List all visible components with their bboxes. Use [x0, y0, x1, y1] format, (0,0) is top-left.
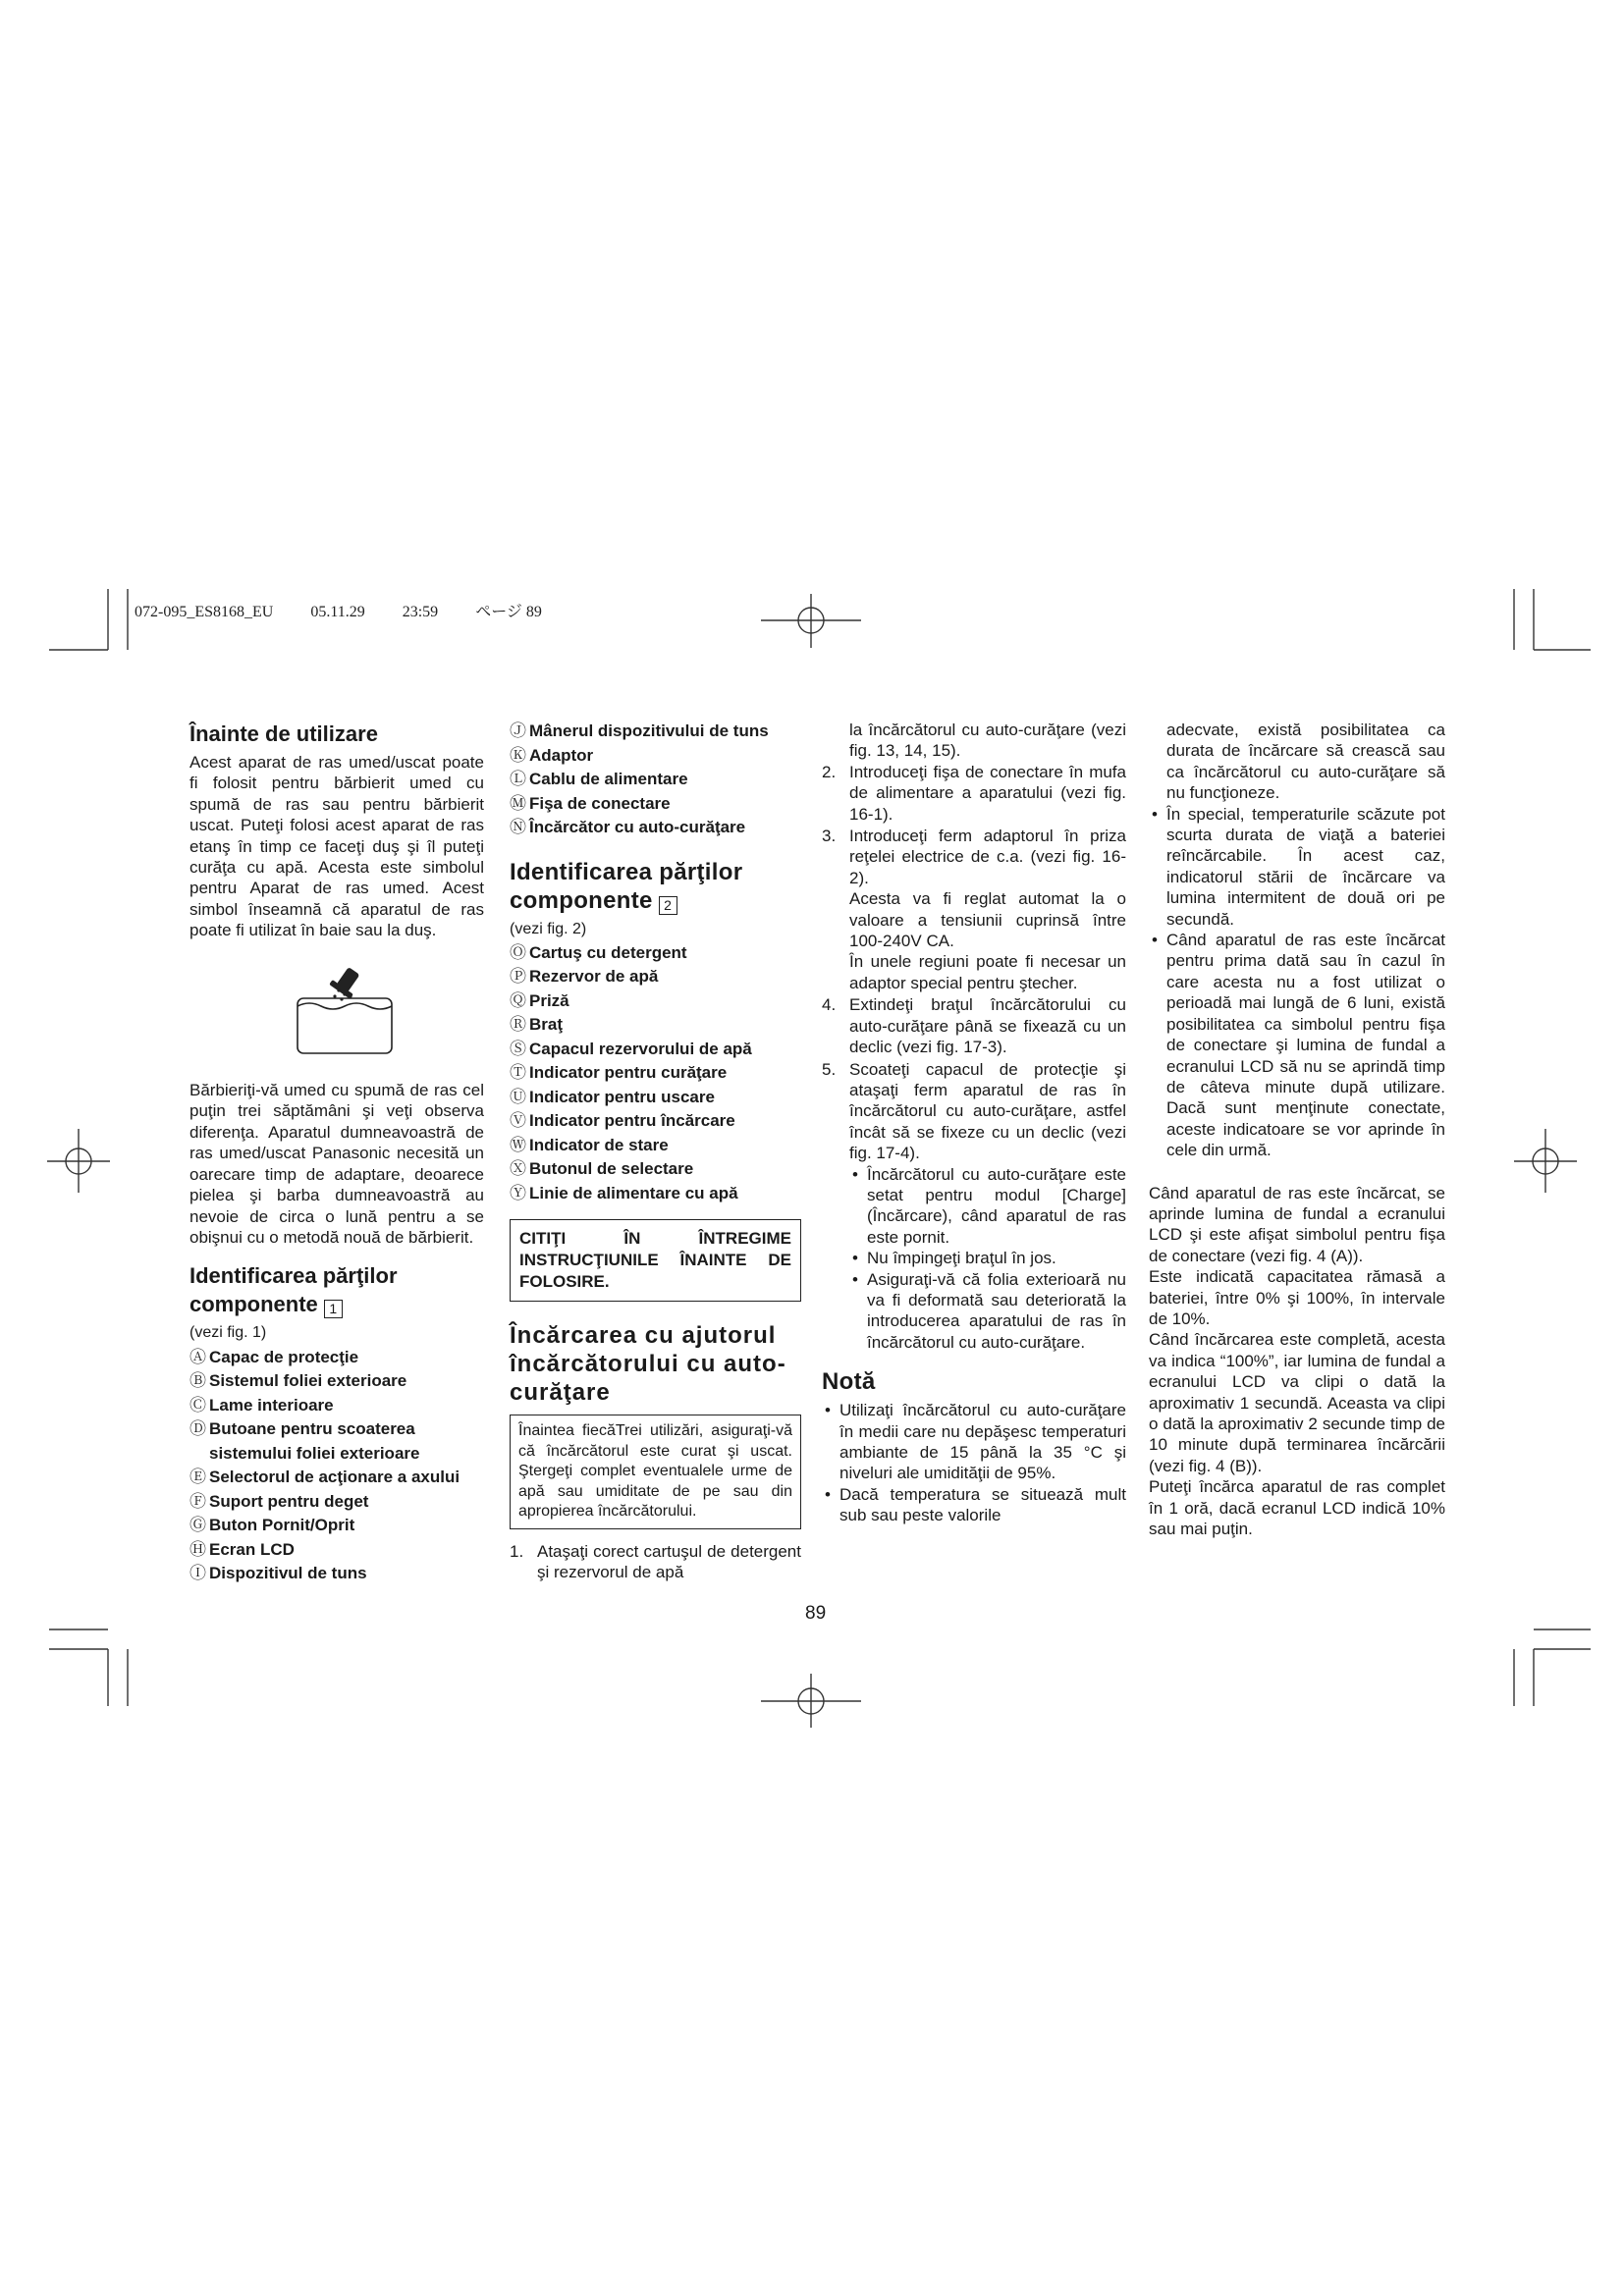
parts-list-2: [510, 941, 801, 1206]
wet-shave-advice: Bărbieriţi-vă umed cu spumă de ras cel puţin trei săptămâni şi veţi observa diferenţa. Aparatul dumneavoastră de ras umed/uscat Panasonic necesită un oarecare timp de adaptare, deoarece pielea şi barba dumneavoastră au nevoie de circa o lună pentru a se obişnui cu o metodă nouă de bărbierit.: [189, 1081, 484, 1247]
header-date: 05.11.29: [310, 604, 365, 620]
list-item: • În special, temperaturile scăzute pot scurta durata de viaţă a bateriei reîncărcabile. În acest caz, indicatorul stării de încărcare va lumina intermitent de două ori pe secundă.: [1149, 804, 1445, 930]
parts-1-title: Identificarea părţilor componente 1: [189, 1263, 398, 1317]
list-item: • Nu împingeţi braţul în jos.: [849, 1248, 1126, 1268]
step-1-continued: la încărcătorul cu auto-curăţare (vezi fig. 13, 14, 15).: [849, 721, 1126, 761]
read-instructions-warning: CITIŢI ÎN ÎNTREGIME INSTRUCŢIUNILE ÎNAINTE DE FOLOSIRE.: [510, 1219, 801, 1302]
step-3: 3. Introduceţi ferm adaptorul în priza reţelei electrice de c.a. (vezi fig. 16-2). Acesta va fi reglat automat la o valoare a tensiunii cuprinsă între 100-240V CA. În unele regiuni poate fi necesar un adaptor special pentru ştecher.: [822, 827, 1126, 992]
header-page-label: ページ 89: [475, 604, 542, 620]
list-item: Ⓦ Indicator de stare: [510, 1135, 669, 1154]
list-item: Ⓝ Încărcător cu auto-curăţare: [510, 818, 746, 836]
battery-capacity-info: Este indicată capacitatea rămasă a bateriei, între 0% şi 100%, în intervale de 10%.: [1149, 1267, 1445, 1328]
list-item: • Utilizaţi încărcătorul cu auto-curăţare în medii care nu depăşesc temperaturi ambiante de 15 până la 35 °C şi niveluri ale umidităţii de 95%.: [822, 1400, 1126, 1484]
parts-2-figref: (vezi fig. 2): [510, 920, 587, 937]
before-use-title: Înainte de utilizare: [189, 721, 378, 746]
note-title: Notă: [822, 1368, 876, 1396]
list-item: Ⓧ Butonul de selectare: [510, 1159, 694, 1179]
list-item: Ⓐ Capac de protecţie: [189, 1347, 359, 1366]
step-5-bullets: [849, 1164, 1126, 1354]
list-item: • Dacă temperatura se situează mult sub sau peste valorile: [822, 1484, 1126, 1526]
list-item: Ⓟ Rezervor de apă: [510, 967, 659, 987]
registration-target-right: [1514, 1129, 1577, 1193]
list-item: Ⓙ Mânerul dispozitivului de tuns: [510, 721, 769, 740]
list-item: Ⓖ Buton Pornit/Oprit: [189, 1516, 355, 1535]
charging-lcd-info: Când aparatul de ras este încărcat, se aprinde lumina de fundal a ecranului LCD şi este afişat simbolul pentru fişa de conectare (vezi fig. 4 (A)).: [1149, 1183, 1445, 1265]
list-item: • Asiguraţi-vă că folia exterioară nu va fi deformată sau deteriorată la introducerea aparatului de ras în încărcătorul cu auto-curăţare.: [849, 1269, 1126, 1354]
page-number: 89: [805, 1603, 827, 1624]
note-bullets: [822, 1400, 1126, 1525]
list-item: • Încărcătorul cu auto-curăţare este setat pentru modul [Charge] (Încărcare), când aparatul de ras este pornit.: [849, 1164, 1126, 1249]
registration-target-bottom: [761, 1674, 861, 1728]
list-item: Ⓠ Priză: [510, 990, 569, 1010]
column-2: [510, 720, 801, 1584]
charge-complete-info: Când încărcarea este completă, acesta va indica “100%”, iar lumina de fundal a ecranului LCD va clipi o dată la aproximativ 1 secundă. Aceasta va clipi o dată la aproximativ 2 secunde timp de 10 minute după terminarea încărcării (vezi fig. 4 (B)).: [1149, 1330, 1445, 1475]
list-item: Ⓒ Lame interioare: [189, 1395, 334, 1415]
parts-1-figref: (vezi fig. 1): [189, 1324, 267, 1342]
print-header: [135, 599, 579, 621]
column-1: [189, 720, 484, 1586]
note-continued: adecvate, există posibilitatea ca durata de încărcare să crească sau ca încărcătorul cu auto-curăţare să nu funcţioneze.: [1166, 721, 1445, 803]
parts-list-1: [189, 1346, 484, 1586]
list-item: Ⓢ Capacul rezervorului de apă: [510, 1039, 752, 1058]
parts-list-1-cont: [510, 720, 801, 840]
header-file: 072-095_ES8168_EU: [135, 604, 274, 620]
step-5: 5. Scoateţi capacul de protecţie şi ataşaţi ferm aparatul de ras în încărcătorul cu auto-curăţare, astfel încât să se fixeze cu un declic (vezi fig. 17-4). • Încărcătorul cu auto-curăţare este setat pentru modul [Charge] (Încărcare), când aparatul de ras este pornit. • Nu împingeţi braţul în jos. • Asiguraţi-vă că folia exterioară nu va fi deformată sau deteriorată la introducerea aparatului de ras în încărcătorul cu auto-curăţare.: [822, 1059, 1126, 1354]
before-use-intro: Acest aparat de ras umed/uscat poate fi folosit pentru bărbierit umed cu spumă de ras sau pentru bărbierit uscat. Puteţi folosi acest aparat de ras etanş în timp ce faceţi duş şi îl puteţi curăţa cu apă. Acesta este simbolul pentru Aparat de ras umed. Acest simbol înseamnă că aparatul de ras poate fi utilizat în baie sau la duş.: [189, 753, 484, 940]
list-item: Ⓕ Suport pentru deget: [189, 1491, 369, 1511]
list-item: Ⓤ Indicator pentru uscare: [510, 1087, 715, 1106]
note-bullets-cont: [1149, 804, 1445, 1161]
list-item: Ⓣ Indicator pentru curăţare: [510, 1063, 728, 1083]
steps-list: [510, 1541, 801, 1583]
list-item: Ⓓ Butoane pentru scoaterea sistemului foliei exterioare: [189, 1419, 420, 1463]
list-item: • Când aparatul de ras este încărcat pentru prima dată sau în cazul în care acesta nu a fost utilizat o perioadă mai lungă de 6 luni, există posibilitatea ca simbolul pentru fişa de conectare şi lumina de fundal a ecranului LCD să nu se aprindă timp de câteva minute după utilizare. Dacă sunt menţinute conectate, acestе indicatoare se vor aprinde în cele din urmă.: [1149, 930, 1445, 1160]
column-4: [1149, 720, 1445, 1539]
cleanliness-notice: Înaintea fiecăTrei utilizări, asiguraţi-vă că încărcătorul este curat şi uscat. Ştergeţi complet eventualele urme de apă sau umiditate de pe sau din apropierea încărcătorului.: [510, 1415, 801, 1529]
list-item: Ⓞ Cartuş cu detergent: [510, 942, 687, 962]
list-item: Ⓡ Braţ: [510, 1015, 564, 1035]
parts-2-title: Identificarea părţilor componente 2: [510, 858, 743, 914]
list-item: Ⓚ Adaptor: [510, 745, 594, 765]
list-item: Ⓘ Dispozitivul de tuns: [189, 1564, 367, 1583]
column-3: [822, 720, 1126, 1526]
list-item: Ⓗ Ecran LCD: [189, 1539, 295, 1559]
list-item: Ⓑ Sistemul foliei exterioare: [189, 1371, 407, 1391]
registration-target-left: [47, 1129, 110, 1193]
figure-number-box: 2: [659, 896, 677, 915]
steps-list-cont: [822, 762, 1126, 1353]
list-item: Ⓨ Linie de alimentare cu apă: [510, 1183, 738, 1202]
list-item: Ⓔ Selectorul de acţionare a axului: [189, 1468, 460, 1487]
charge-time-info: Puteţi încărca aparatul de ras complet în 1 oră, dacă ecranul LCD indică 10% sau mai puţin.: [1149, 1477, 1445, 1539]
shower-bath-icon: [280, 963, 406, 1061]
step-2: 2. Introduceţi fişa de conectare în mufa de alimentare a aparatului (vezi fig. 16-1).: [822, 762, 1126, 824]
step-1: 1. Ataşaţi corect cartuşul de detergent şi rezervorul de apă: [510, 1541, 801, 1582]
step-4: 4. Extindeţi braţul încărcătorului cu auto-curăţare până se fixează cu un declic (vezi fig. 17-3).: [822, 995, 1126, 1057]
list-item: Ⓜ Fişa de conectare: [510, 793, 671, 813]
list-item: Ⓥ Indicator pentru încărcare: [510, 1111, 735, 1131]
figure-number-box: 1: [324, 1300, 343, 1318]
registration-target-top: [761, 594, 861, 648]
charging-title: Încărcarea cu ajutorul încărcătorului cu auto-curăţare: [510, 1322, 786, 1407]
list-item: Ⓛ Cablu de alimentare: [510, 770, 688, 788]
header-time: 23:59: [402, 604, 439, 620]
